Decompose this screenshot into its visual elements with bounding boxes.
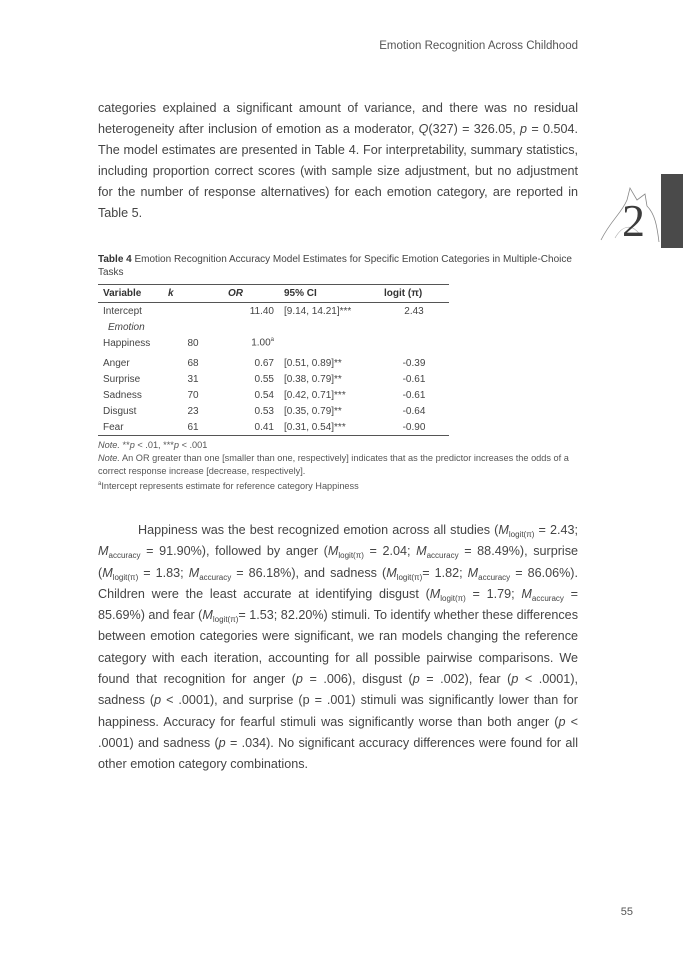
table-row: Fear 61 0.41 [0.31, 0.54]*** -0.90 <box>98 419 449 436</box>
table-caption: Table 4 Emotion Recognition Accuracy Model Estimates for Specific Emotion Categories in Multiple-Choice Tasks <box>98 254 572 278</box>
col-k: k <box>163 285 223 303</box>
table-header-row <box>98 285 449 303</box>
note-significance: Note. **p < .01, ***p < .001 <box>98 440 208 450</box>
table-notes <box>98 439 578 493</box>
table-row: Happiness 80 1.00$^a$ <box>103 337 274 349</box>
table-4 <box>98 284 449 436</box>
body-paragraph-1: categories explained a significant amount of variance, and there was no residual heterogeneity after inclusion of emotion as a moderator, Q(327) = 326.05, p = 0.504. The model estimates are presented in Table 4. For interpretability, summary statistics, including proportion correct scores (with sample size adjustment, but no adjustment for the number of response alternatives) for each emotion category, are reported in Table 5. <box>98 101 578 220</box>
page-number: 55 <box>620 906 633 918</box>
chapter-cat-drawing-icon <box>597 180 663 246</box>
chapter-number: 2 <box>622 195 645 246</box>
body-paragraph-2: Happiness was the best recognized emotion across all studies ($M_{logit(\pi)} = 2.43$; $M_{accuracy} = 91.90\%$), followed by anger ($M_{logit(\pi)} = 2.04$; $M_{accuracy} = 88.49\%$), surprise ($M_{logit(\pi)} = 1.83$; $M_{accuracy} = 86.18\%$), and sadness ($M_{logit(\pi)}= 1.82$; $M_{accuracy} = 86.06\%$). Children were the least accurate at identifying disgust ($M_{logit(\pi)} = 1.79$; $M_{accuracy} = 85.69\%$) and fear ($M_{logit(\pi)}= 1.53$; 82.20%) stimuli. To identify whether these differences between emotion categories were significant, we ran models changing the reference category with each iteration, accounting for all possible pairwise comparisons. We found that recognition for anger (p = .006), disgust (p = .002), fear (p < .0001), sadness (p < .0001), and surprise (p = .001) stimuli was significantly lower than for happiness. Accuracy for fearful stimuli was significantly worse than both anger (p < .0001) and sadness (p = .034). No significant accuracy differences were found for all other emotion category combinations. <box>98 523 579 772</box>
table-row: Sadness 70 0.54 [0.42, 0.71]*** -0.61 <box>103 389 426 401</box>
col-logit: logit (π) <box>379 285 449 303</box>
col-ci: 95% CI <box>279 285 379 303</box>
col-variable: Variable <box>98 285 163 303</box>
chapter-tab <box>661 174 683 248</box>
table-row: Anger 68 0.67 [0.51, 0.89]** -0.39 <box>103 357 426 369</box>
table-row: Intercept 11.40 [9.14, 14.21]*** 2.43 <box>103 305 424 317</box>
col-or: OR <box>223 285 279 303</box>
running-header: Emotion Recognition Across Childhood <box>379 40 578 52</box>
table-row: Emotion <box>108 321 145 333</box>
table-row: Surprise 31 0.55 [0.38, 0.79]** -0.61 <box>103 373 426 385</box>
note-intercept: $^a$Intercept represents estimate for reference category Happiness <box>98 481 359 492</box>
table-row: Disgust 23 0.53 [0.35, 0.79]** -0.64 <box>103 405 426 417</box>
note-or-interpretation: Note. An OR greater than one [smaller than one, respectively] indicates that as the predictor increases the odds of a correct response increase [decrease, respectively]. <box>98 453 569 476</box>
